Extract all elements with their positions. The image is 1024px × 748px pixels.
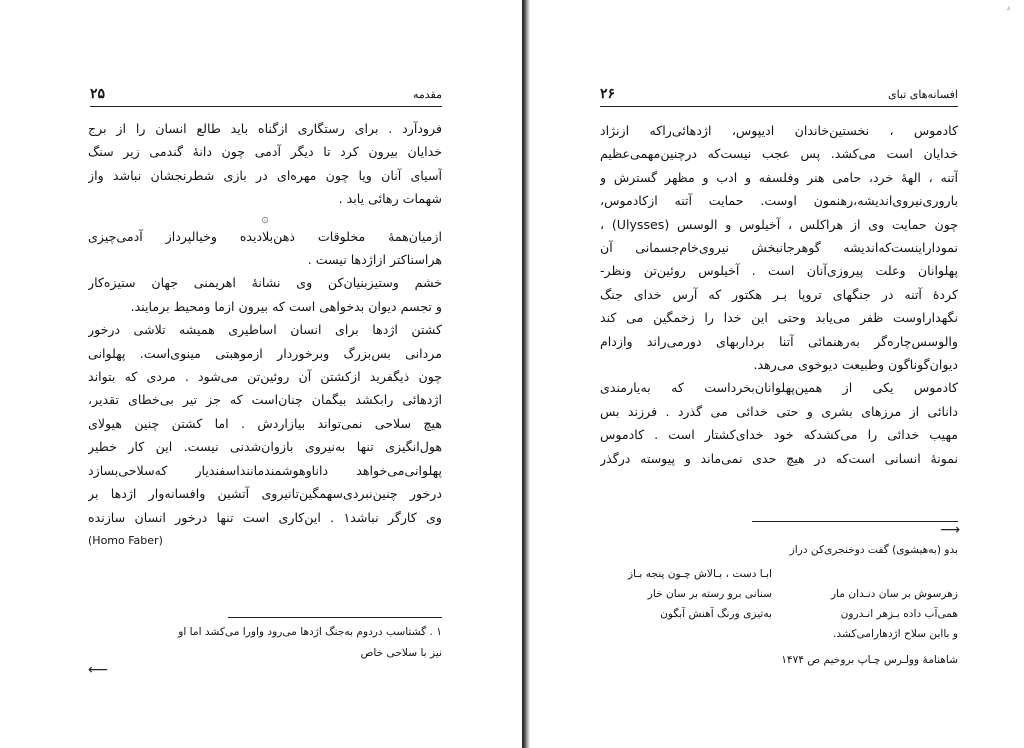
paragraph [88,318,442,552]
verse-hemistich: زهرسوش بر سان دنـدان مار [830,588,958,600]
text-line: شهمات رهائی یابد . [338,191,442,207]
text-line: چون ذیگفرید ازکشتن آن روئین‌تن می‌شود . مردی که بتواند [88,369,442,385]
text-line: آسیای آنان ویا چون مهره‌ای در بازی شطرنجشان نباشد واز [88,167,442,183]
verse-hemistich: و بااین سلاح اژدهارامی‌کشد. [833,628,958,640]
text-line: والوسس‌چاره‌گر به‌رهنمائی آتنا برداربهای دورمی‌راند وازدام [600,333,958,349]
paragraph [88,271,442,318]
verse-hemistich: ابـا دست ، بـالاش چـون پنجه بـاز [627,568,772,580]
text-line: پهلوانی‌می‌خواهد داناوهوشمندمانندا‌سفندیار که‌سلاحی‌بسازد [88,462,442,478]
verse-source: شاهنامهٔ وولـرس چـاپ بروخیم ص ۱۴۷۴ [781,654,958,666]
footnote-line: نیز با سلاحی خاص [360,647,442,659]
ornament-icon: ۞ [261,210,269,225]
text-line: فرودآرد . برای رستگاری ازگناه باید طالع انسان را از برج [88,121,442,136]
paragraph [600,376,958,470]
verse-hemistich: به‌تیزی ورنگ آهنش آبگون [660,608,772,620]
corner-mark: د [1006,3,1010,12]
text-line: اژدهائی رابکشد بیگمان چنان‌است که جز تیر بی‌خطای تقدیر، [88,392,442,408]
text-line: دانائی از مرزهای بشری و حتی خدائی می گذرد . فرزند بس [600,403,958,419]
text-line: مردانی بس‌بزرگ وبرخوردار ازموهبتی مینوی‌است. پهلوانی [88,345,442,361]
text-line: چون حمایت وی از هراکلس ، آخیلوس و الوسس (Ulysses) ، [600,216,958,232]
text-line: خدایان بیرون کرد تا دیگر آدمی چون دانهٔ گندمی زیر سنگ [88,144,442,160]
text-line: وی کارگر نباشد۱ . این‌کاری است تنها درخور انسان سازنده [88,509,442,525]
verse-hemistich: همی‌آب داده بـزهر انـدرون [840,608,958,620]
left-footnote [94,622,442,664]
right-page-number: ۲۶ [600,86,616,102]
text-line: آتنه ، الههٔ خرد، حامی هنر وفلسفه و ادب و مظهر گسترش و [600,169,958,185]
right-running-title: افسانه‌های تبای [887,88,958,101]
footnote-line: ۱ . گشتاسب دردوم به‌جنگ اژدها می‌رود واورا می‌کشد اما او [178,626,442,638]
text-line: مهیب خدائی را می‌کشدکه خود خدای‌کشتار است . کادموس [600,427,958,443]
text-line: درخور چنین‌نبردی‌سهمگین‌تانیروی آتشین وافسانه‌وار اژدها بر [88,486,442,502]
left-page-number: ۲۵ [90,86,106,102]
text-line: کشتن اژدها برای انسان اساطیری همیشه تلاشی درخور [88,322,442,338]
left-page-header [90,84,442,107]
text-line: خدایان است می‌کشد. پس عجب نیست‌که درچنین‌مهمی‌عظیم [600,146,958,162]
text-line-latin: (Homo Faber) [88,533,163,547]
paragraph [88,225,442,272]
book-gutter [522,0,530,748]
left-body-text [88,117,442,552]
right-page [530,0,1024,748]
text-line: هیچ سلاحی نمی‌تواند بیازاردش . اما کشتن چنین هیولای [88,415,442,431]
continuation-arrow-icon: ⟵ [88,662,109,678]
verse-couplets [606,564,958,644]
text-line: نموداراینست‌که‌اندیشه گوهرجانبخش نیروی‌خام‌جسمانی آن [600,240,958,256]
paragraph [88,117,442,211]
text-line: خشم وستیزبنیان‌کن وی نشانهٔ اهریمنی جهان ستیزه‌کار [88,275,442,291]
text-line: نمونهٔ انسانی است‌که در هیچ حدی نمی‌ماند و پیوسته درگذر [600,450,958,466]
text-line: ازمیان‌همهٔ مخلوقات ذهن‌بلادیده وخیالپرداز آدمی‌چیزی [88,228,442,244]
left-running-title: مقدمه [412,88,442,101]
paragraph [600,119,958,376]
text-line: نگهداراوست ظفر می‌یابد وحتی این خدا را زخمگین می کند [600,310,958,326]
text-line: دیوان‌گوناگون وطبیعت دیوخوی می‌رهد. [753,357,958,373]
text-line: هراسناکتر ازاژدها نیست . [307,252,442,268]
footnote-rule [228,617,442,618]
text-line: کردهٔ آتنه در جنگهای تروپا بـر هکتور که آرس خدای جنگ [600,286,958,302]
text-line: و تجسم دیوان بدخواهی است که بیرون ازما ومحیط برمایند. [130,298,442,314]
text-line: کادموس ، نخستین‌خاندان ادیپوس، اژدهائی‌راکه ازنژاد [600,123,958,138]
verse-hemistich: سنانی برو رسته بر سان خار [647,588,772,600]
verse-intro: بدو (به‌هیشوی) گفت دوخنجری‌کن دراز [789,544,958,556]
text-line: هول‌انگیزی تنها به‌نیروی بازوان‌شدنی نیست. این کار خطیر [88,439,442,455]
text-line: کادموس یکی از همین‌پهلوانان‌بخرداست که به‌یارمندی [600,380,958,396]
footnote-rule [752,521,958,522]
right-body-text [600,119,958,470]
text-line: باروری‌نیروی‌اندیشه،رهنمون اوست. حمایت آتنه ازکادموس، [600,193,958,209]
text-line: پهلوانان وعلت پیروزی‌آنان است . آخیلوس روئین‌تن ونظر- [600,263,958,279]
right-page-header [600,84,958,107]
continuation-arrow-icon: ⟶ [940,522,961,538]
